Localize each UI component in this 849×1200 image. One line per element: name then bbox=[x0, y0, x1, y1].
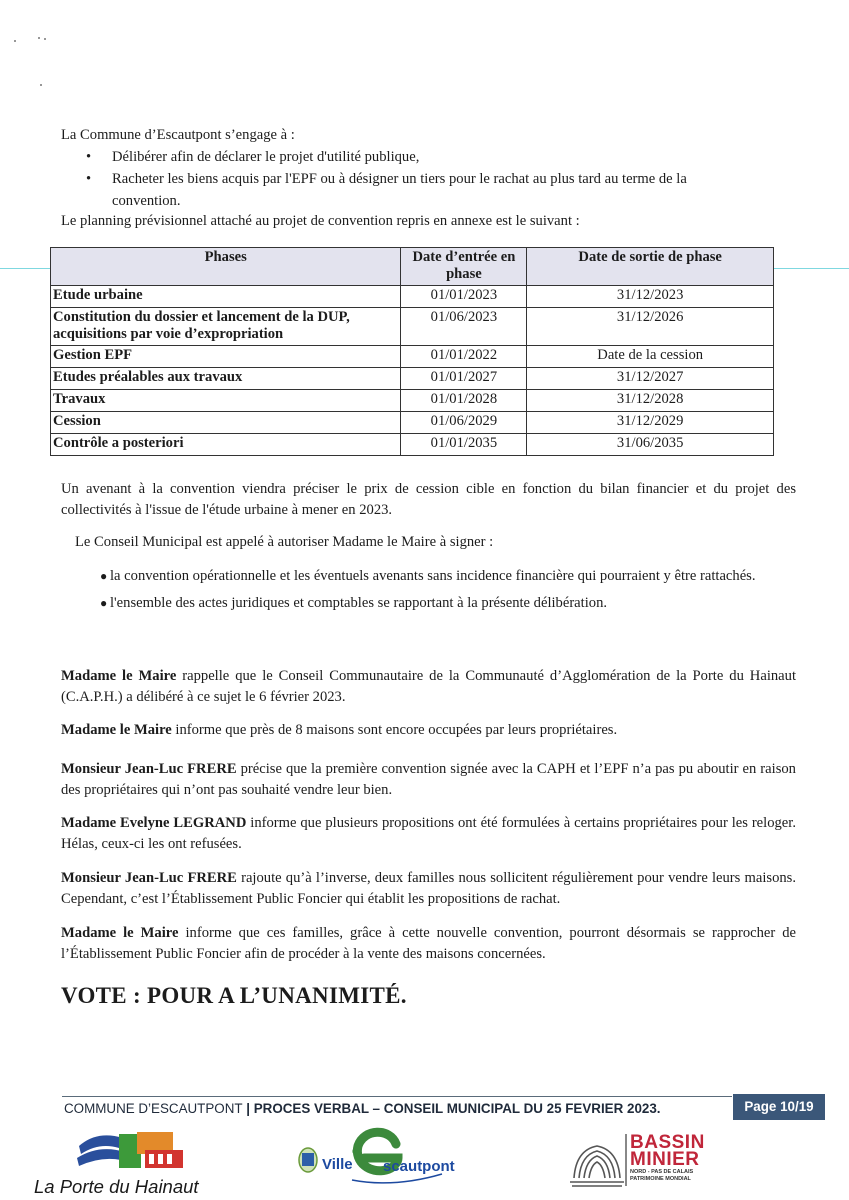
bullet-icon: ● bbox=[100, 596, 108, 610]
speaker-name: Monsieur Jean-Luc FRERE bbox=[61, 761, 237, 777]
table-row bbox=[51, 390, 774, 412]
ville-escautpont-logo bbox=[294, 1124, 454, 1200]
bassin-minier-emblem-icon bbox=[568, 1136, 626, 1192]
hainaut-logo-text: La Porte du Hainaut bbox=[34, 1176, 199, 1197]
escaut-name-text: scautpont bbox=[383, 1158, 455, 1175]
speaker-name: Monsieur Jean-Luc FRERE bbox=[61, 870, 237, 886]
conseil-intro: Le Conseil Municipal est appelé à autoriser Madame le Maire à signer : bbox=[75, 534, 494, 550]
start-date-cell: 01/01/2022 bbox=[401, 346, 527, 368]
intervention-text: rappelle que le Conseil Communautaire de la Communauté d’Agglomération de la Porte du Hainaut (C.A.P.H.) a délibéré à ce sujet le 6 février 2023. bbox=[61, 668, 796, 705]
footer-divider bbox=[62, 1096, 732, 1097]
scan-speck bbox=[38, 37, 40, 39]
start-date-cell: 01/01/2027 bbox=[401, 368, 527, 390]
scan-speck bbox=[40, 84, 42, 86]
commitments-list bbox=[86, 146, 746, 212]
phase-cell: Contrôle a posteriori bbox=[51, 434, 401, 456]
list-item: ● l'ensemble des actes juridiques et comptables se rapportant à la présente délibération. bbox=[100, 593, 780, 614]
planning-text: Le planning prévisionnel attaché au projet de convention repris en annexe est le suivant : bbox=[61, 213, 580, 229]
speaker-name: Madame le Maire bbox=[61, 925, 179, 941]
intervention-text: informe que près de 8 maisons sont encore occupées par leurs propriétaires. bbox=[171, 722, 618, 738]
phase-cell: Etude urbaine bbox=[51, 286, 401, 308]
start-date-cell: 01/06/2029 bbox=[401, 412, 527, 434]
intervention-text: informe que ces familles, grâce à cette nouvelle convention, pourront désormais se rapprocher de l’Établissement Public Foncier afin de procéder à la vente des maisons concernées. bbox=[61, 925, 797, 962]
end-date-cell: 31/06/2035 bbox=[527, 434, 774, 456]
end-date-cell: 31/12/2026 bbox=[527, 308, 774, 346]
bullet-icon: • bbox=[86, 149, 92, 165]
list-item: ● la convention opérationnelle et les éventuels avenants sans incidence financière qui pourraient y être rattachés. bbox=[100, 566, 780, 587]
column-header: Date de sortie de phase bbox=[527, 248, 774, 286]
vote-result: VOTE : POUR A L’UNANIMITÉ. bbox=[61, 983, 407, 1008]
bassin-minier-logo bbox=[568, 1132, 718, 1194]
end-date-cell: Date de la cession bbox=[527, 346, 774, 368]
authorization-list bbox=[100, 566, 780, 620]
intro-text: La Commune d’Escautpont s’engage à : bbox=[61, 127, 295, 143]
planning-table bbox=[50, 247, 774, 456]
bullet-icon: ● bbox=[100, 569, 108, 583]
intervention-text: rajoute qu’à l’inverse, deux familles nous sollicitent régulièrement pour vendre leurs maisons. Cependant, c’est l’Établissement Public Foncier qui établit les propositions de rachat. bbox=[61, 870, 796, 907]
footer-separator: | bbox=[242, 1101, 254, 1116]
intervention-paragraph bbox=[61, 868, 796, 910]
intervention-paragraph bbox=[61, 720, 796, 741]
table-row bbox=[51, 368, 774, 390]
column-header: Date d’entrée en phase bbox=[401, 248, 527, 286]
intervention-paragraph bbox=[61, 759, 796, 801]
phase-cell: Constitution du dossier et lancement de la DUP, acquisitions par voie d’expropriation bbox=[51, 308, 401, 346]
end-date-cell: 31/12/2027 bbox=[527, 368, 774, 390]
intervention-paragraph bbox=[61, 813, 796, 855]
speaker-name: Madame Evelyne LEGRAND bbox=[61, 815, 247, 831]
bullet-icon: • bbox=[86, 171, 92, 187]
end-date-cell: 31/12/2029 bbox=[527, 412, 774, 434]
scan-speck bbox=[14, 40, 16, 42]
end-date-cell: 31/12/2028 bbox=[527, 390, 774, 412]
table-row bbox=[51, 434, 774, 456]
hainaut-emblem-icon bbox=[75, 1124, 205, 1176]
table-row bbox=[51, 286, 774, 308]
footer-commune: COMMUNE D’ESCAUTPONT bbox=[64, 1101, 243, 1116]
intervention-paragraph bbox=[61, 666, 796, 708]
phase-cell: Gestion EPF bbox=[51, 346, 401, 368]
start-date-cell: 01/01/2035 bbox=[401, 434, 527, 456]
intervention-paragraph bbox=[61, 923, 796, 965]
porte-du-hainaut-logo bbox=[30, 1124, 220, 1200]
footer-title bbox=[64, 1101, 661, 1116]
intervention-text: précise que la première convention signée avec la CAPH et l’EPF n’a pas pu aboutir en raison des propriétaires qui n’ont pas souhaité vendre leur bien. bbox=[61, 761, 796, 798]
table-header-row bbox=[51, 248, 774, 286]
list-item: • Racheter les biens acquis par l'EPF ou à désigner un tiers pour le rachat au plus tard au terme de la convention. bbox=[86, 168, 746, 212]
speaker-name: Madame le Maire bbox=[61, 668, 177, 684]
bassin-divider bbox=[625, 1134, 627, 1186]
table-row bbox=[51, 308, 774, 346]
speaker-name: Madame le Maire bbox=[61, 722, 172, 738]
page-number-badge: Page 10/19 bbox=[733, 1094, 825, 1120]
bassin-title: BASSIN MINIER bbox=[630, 1132, 705, 1170]
escaut-d-text: d' bbox=[352, 1146, 361, 1157]
bassin-subtitle: NORD - PAS DE CALAIS PATRIMOINE MONDIAL bbox=[630, 1169, 694, 1182]
start-date-cell: 01/06/2023 bbox=[401, 308, 527, 346]
start-date-cell: 01/01/2023 bbox=[401, 286, 527, 308]
avenant-paragraph: Un avenant à la convention viendra préciser le prix de cession cible en fonction du bilan financier et du projet des collectivités à l'issue de l'étude urbaine à mener en 2023. bbox=[61, 481, 796, 518]
scan-speck bbox=[44, 38, 46, 40]
column-header: Phases bbox=[51, 248, 401, 286]
phase-cell: Travaux bbox=[51, 390, 401, 412]
intervention-text: informe que plusieurs propositions ont été formulées à certains propriétaires pour les reloger. Hélas, ceux-ci les ont refusées. bbox=[61, 815, 796, 852]
phase-cell: Etudes préalables aux travaux bbox=[51, 368, 401, 390]
start-date-cell: 01/01/2028 bbox=[401, 390, 527, 412]
table-row bbox=[51, 412, 774, 434]
list-item: • Délibérer afin de déclarer le projet d'utilité publique, bbox=[86, 146, 746, 168]
footer-pv-title: PROCES VERBAL – CONSEIL MUNICIPAL DU 25 FEVRIER 2023. bbox=[253, 1101, 661, 1116]
phase-cell: Cession bbox=[51, 412, 401, 434]
table-row bbox=[51, 346, 774, 368]
end-date-cell: 31/12/2023 bbox=[527, 286, 774, 308]
escaut-ville-text: Ville bbox=[322, 1156, 353, 1173]
